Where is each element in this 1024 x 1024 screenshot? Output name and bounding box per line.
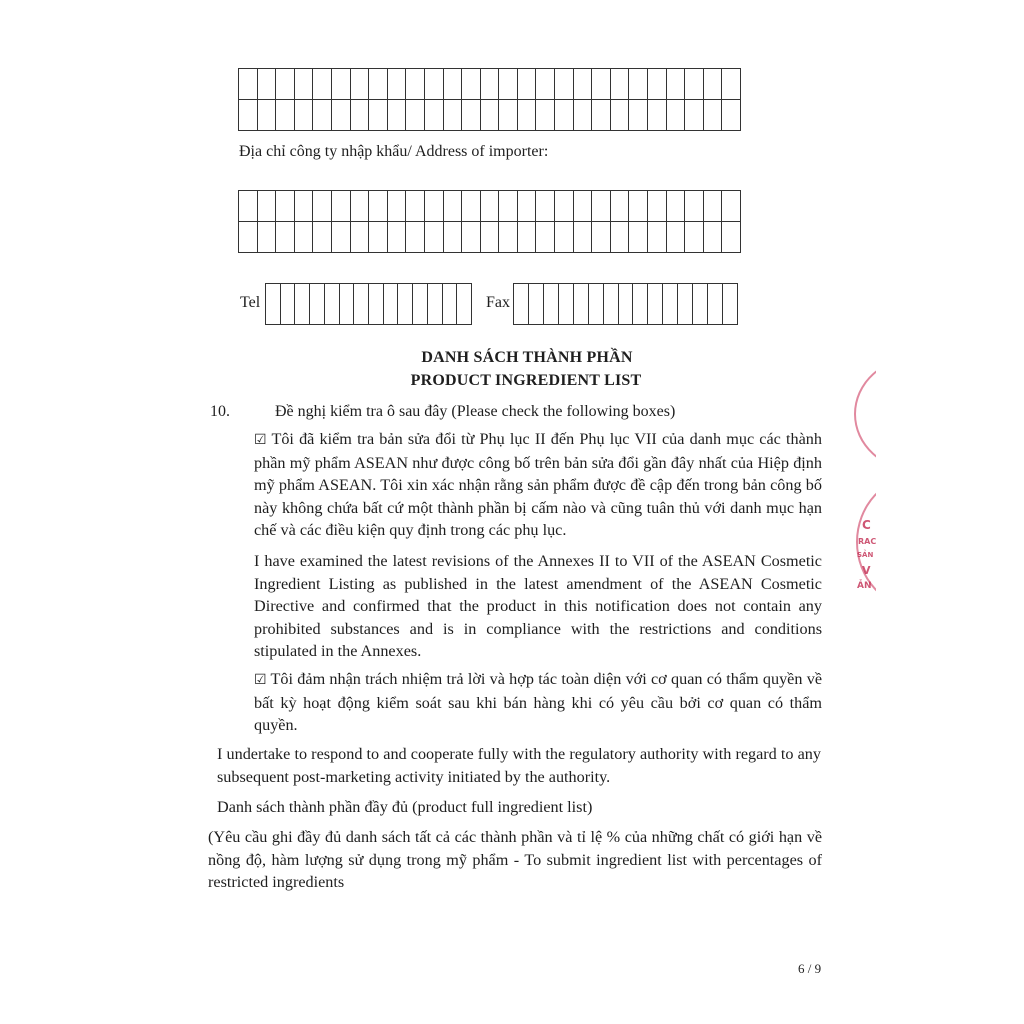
character-box[interactable] (481, 100, 500, 131)
item-number: 10. (210, 403, 230, 420)
character-box[interactable] (555, 191, 574, 222)
character-box[interactable] (276, 191, 295, 222)
character-box[interactable] (555, 69, 574, 100)
character-box[interactable] (369, 100, 388, 131)
character-box[interactable] (529, 284, 544, 325)
character-box[interactable] (406, 69, 425, 100)
character-box[interactable] (369, 284, 384, 325)
character-box[interactable] (443, 284, 458, 325)
character-box[interactable] (276, 69, 295, 100)
character-box[interactable] (592, 222, 611, 253)
character-box[interactable] (388, 191, 407, 222)
character-box[interactable] (518, 222, 537, 253)
undertaking-text-vi: Tôi đảm nhận trách nhiệm trả lời và hợp tác toàn diện với cơ quan có thẩm quyền về bất kỳ hoạt động kiểm soát sau khi bán hàng khi có yêu cầu bởi cơ quan có thẩm quyền. (254, 670, 823, 735)
character-box[interactable] (722, 100, 741, 131)
item-title: Đề nghị kiểm tra ô sau đây (Please check the following boxes) (275, 403, 676, 420)
declaration-paragraph-vi (254, 428, 822, 542)
importer-address-box-grid[interactable] (238, 190, 741, 253)
character-box[interactable] (648, 222, 667, 253)
character-box[interactable] (536, 100, 555, 131)
fax-box-grid[interactable] (513, 283, 738, 325)
fax-label: Fax (486, 294, 510, 311)
character-box[interactable] (325, 284, 340, 325)
character-box[interactable] (258, 222, 277, 253)
character-box[interactable] (313, 191, 332, 222)
character-box[interactable] (295, 191, 314, 222)
undertaking-paragraph-vi (254, 668, 822, 737)
character-box[interactable] (258, 191, 277, 222)
character-box[interactable] (536, 69, 555, 100)
character-box[interactable] (413, 284, 428, 325)
character-box[interactable] (239, 222, 258, 253)
character-box[interactable] (239, 100, 258, 131)
character-box[interactable] (633, 284, 648, 325)
character-box[interactable] (462, 191, 481, 222)
character-box[interactable] (648, 69, 667, 100)
character-box[interactable] (332, 69, 351, 100)
character-box[interactable] (555, 222, 574, 253)
character-box[interactable] (295, 69, 314, 100)
character-box[interactable] (518, 191, 537, 222)
stamp-letter: ẢN (857, 581, 872, 591)
section-heading-vi: DANH SÁCH THÀNH PHẦN (421, 349, 633, 366)
character-box[interactable] (574, 191, 593, 222)
stamp-letter: SẢN (857, 551, 874, 559)
character-box[interactable] (481, 222, 500, 253)
full-ingredient-list-label: Danh sách thành phần đầy đủ (product full ingredient list) (217, 798, 593, 816)
character-box[interactable] (648, 191, 667, 222)
character-box[interactable] (592, 191, 611, 222)
stamp-letter: V (862, 564, 871, 577)
character-box[interactable] (332, 100, 351, 131)
character-box[interactable] (313, 69, 332, 100)
character-box[interactable] (351, 69, 370, 100)
undertaking-paragraph-en: I undertake to respond to and cooperate fully with the regulatory authority with regard to any subsequent post-marketing activity initiated by the authority. (217, 745, 821, 786)
character-box[interactable] (457, 284, 472, 325)
character-box[interactable] (685, 222, 704, 253)
declaration-paragraph-en: I have examined the latest revisions of the Annexes II to VII of the ASEAN Cosmetic Ingredient Listing as published in the latest amendment of the ASEAN Cosmetic Directive and confirmed that the product in this notification does not contain any prohibited substances and is in compliance with the restrictions and conditions stipulated in the Annexes. (254, 552, 822, 661)
stamp-letter: C (862, 518, 871, 532)
character-box[interactable] (629, 69, 648, 100)
character-box[interactable] (723, 284, 738, 325)
character-box[interactable] (574, 222, 593, 253)
character-box[interactable] (722, 191, 741, 222)
character-box[interactable] (444, 100, 463, 131)
character-box[interactable] (536, 222, 555, 253)
character-box[interactable] (648, 284, 663, 325)
tel-box-grid[interactable] (265, 283, 472, 325)
character-box[interactable] (611, 191, 630, 222)
character-box[interactable] (629, 222, 648, 253)
importer-address-label: Địa chỉ công ty nhập khẩu/ Address of importer: (239, 143, 549, 160)
declaration-text-vi: Tôi đã kiểm tra bản sửa đổi từ Phụ lục II đến Phụ lục VII của danh mục các thành phần mỹ phẩm ASEAN như được công bố trên bản sửa đổi gần đây nhất của Hiệp định mỹ phẩm ASEAN. Tôi xin xác nhận rằng sản phẩm được đề cập đến trong bản công bố này không chứa bất cứ một thành phần bị cấm nào và cũng tuân thủ với danh mục hạn chế và các điều kiện quy định trong các phụ lục. (254, 430, 822, 540)
character-box[interactable] (592, 100, 611, 131)
character-box[interactable] (444, 69, 463, 100)
character-box[interactable] (239, 191, 258, 222)
character-box[interactable] (425, 100, 444, 131)
character-box[interactable] (258, 69, 277, 100)
character-box[interactable] (559, 284, 574, 325)
checked-box-icon[interactable]: ☑ (254, 672, 267, 688)
character-box[interactable] (704, 69, 723, 100)
character-box[interactable] (313, 100, 332, 131)
character-box[interactable] (351, 100, 370, 131)
character-box[interactable] (499, 191, 518, 222)
character-box[interactable] (685, 69, 704, 100)
character-box[interactable] (611, 222, 630, 253)
character-box[interactable] (351, 191, 370, 222)
ingredient-list-instruction: (Yêu cầu ghi đầy đủ danh sách tất cả các thành phần và tỉ lệ % của những chất có giới hạn về nồng độ, hàm lượng sử dụng trong mỹ phẩm - To submit ingredient list with percentages of restricted ingredients (208, 828, 822, 892)
character-box[interactable] (708, 284, 723, 325)
character-box[interactable] (462, 100, 481, 131)
character-box[interactable] (462, 222, 481, 253)
character-box[interactable] (722, 69, 741, 100)
character-box[interactable] (592, 69, 611, 100)
checked-box-icon[interactable]: ☑ (254, 432, 267, 448)
character-box[interactable] (332, 222, 351, 253)
character-box[interactable] (239, 69, 258, 100)
character-box[interactable] (499, 222, 518, 253)
character-box[interactable] (388, 69, 407, 100)
character-box[interactable] (406, 222, 425, 253)
character-box[interactable] (704, 191, 723, 222)
character-box[interactable] (685, 191, 704, 222)
character-box[interactable] (704, 222, 723, 253)
tel-label: Tel (240, 294, 261, 311)
character-box[interactable] (704, 100, 723, 131)
character-box[interactable] (629, 100, 648, 131)
character-box[interactable] (406, 100, 425, 131)
character-box[interactable] (667, 69, 686, 100)
character-box[interactable] (369, 69, 388, 100)
character-box[interactable] (499, 69, 518, 100)
character-box[interactable] (313, 222, 332, 253)
character-box[interactable] (722, 222, 741, 253)
character-box[interactable] (514, 284, 529, 325)
character-box[interactable] (611, 69, 630, 100)
character-box[interactable] (462, 69, 481, 100)
stamp-letter: RAC (858, 537, 876, 546)
character-box[interactable] (574, 100, 593, 131)
page-number: 6 / 9 (798, 961, 822, 976)
character-box[interactable] (384, 284, 399, 325)
character-box[interactable] (398, 284, 413, 325)
character-box[interactable] (589, 284, 604, 325)
character-box[interactable] (425, 222, 444, 253)
character-box[interactable] (388, 100, 407, 131)
character-box[interactable] (295, 222, 314, 253)
character-box[interactable] (604, 284, 619, 325)
character-box[interactable] (667, 100, 686, 131)
character-box[interactable] (444, 191, 463, 222)
character-box[interactable] (266, 284, 281, 325)
character-box[interactable] (310, 284, 325, 325)
section-heading-en: PRODUCT INGREDIENT LIST (410, 372, 642, 389)
character-box[interactable] (354, 284, 369, 325)
character-box[interactable] (685, 100, 704, 131)
character-box[interactable] (425, 69, 444, 100)
character-box[interactable] (258, 100, 277, 131)
character-box[interactable] (276, 100, 295, 131)
character-box[interactable] (281, 284, 296, 325)
character-box[interactable] (555, 100, 574, 131)
character-box[interactable] (340, 284, 355, 325)
character-box[interactable] (499, 100, 518, 131)
character-box[interactable] (295, 284, 310, 325)
character-box[interactable] (518, 69, 537, 100)
character-box[interactable] (536, 191, 555, 222)
character-box[interactable] (544, 284, 559, 325)
character-box[interactable] (667, 191, 686, 222)
character-box[interactable] (295, 100, 314, 131)
character-box[interactable] (444, 222, 463, 253)
character-box[interactable] (369, 191, 388, 222)
character-box[interactable] (619, 284, 634, 325)
character-box[interactable] (481, 69, 500, 100)
character-box[interactable] (667, 222, 686, 253)
company-name-box-grid[interactable] (238, 68, 741, 131)
character-box[interactable] (351, 222, 370, 253)
stamp-ring-upper (854, 357, 876, 471)
character-box[interactable] (574, 69, 593, 100)
character-box[interactable] (629, 191, 648, 222)
character-box[interactable] (518, 100, 537, 131)
character-box[interactable] (388, 222, 407, 253)
character-box[interactable] (678, 284, 693, 325)
character-box[interactable] (574, 284, 589, 325)
character-box[interactable] (276, 222, 295, 253)
character-box[interactable] (648, 100, 667, 131)
character-box[interactable] (693, 284, 708, 325)
character-box[interactable] (332, 191, 351, 222)
character-box[interactable] (369, 222, 388, 253)
red-seal-stamp (846, 345, 876, 615)
character-box[interactable] (481, 191, 500, 222)
character-box[interactable] (428, 284, 443, 325)
character-box[interactable] (611, 100, 630, 131)
character-box[interactable] (406, 191, 425, 222)
character-box[interactable] (425, 191, 444, 222)
character-box[interactable] (663, 284, 678, 325)
